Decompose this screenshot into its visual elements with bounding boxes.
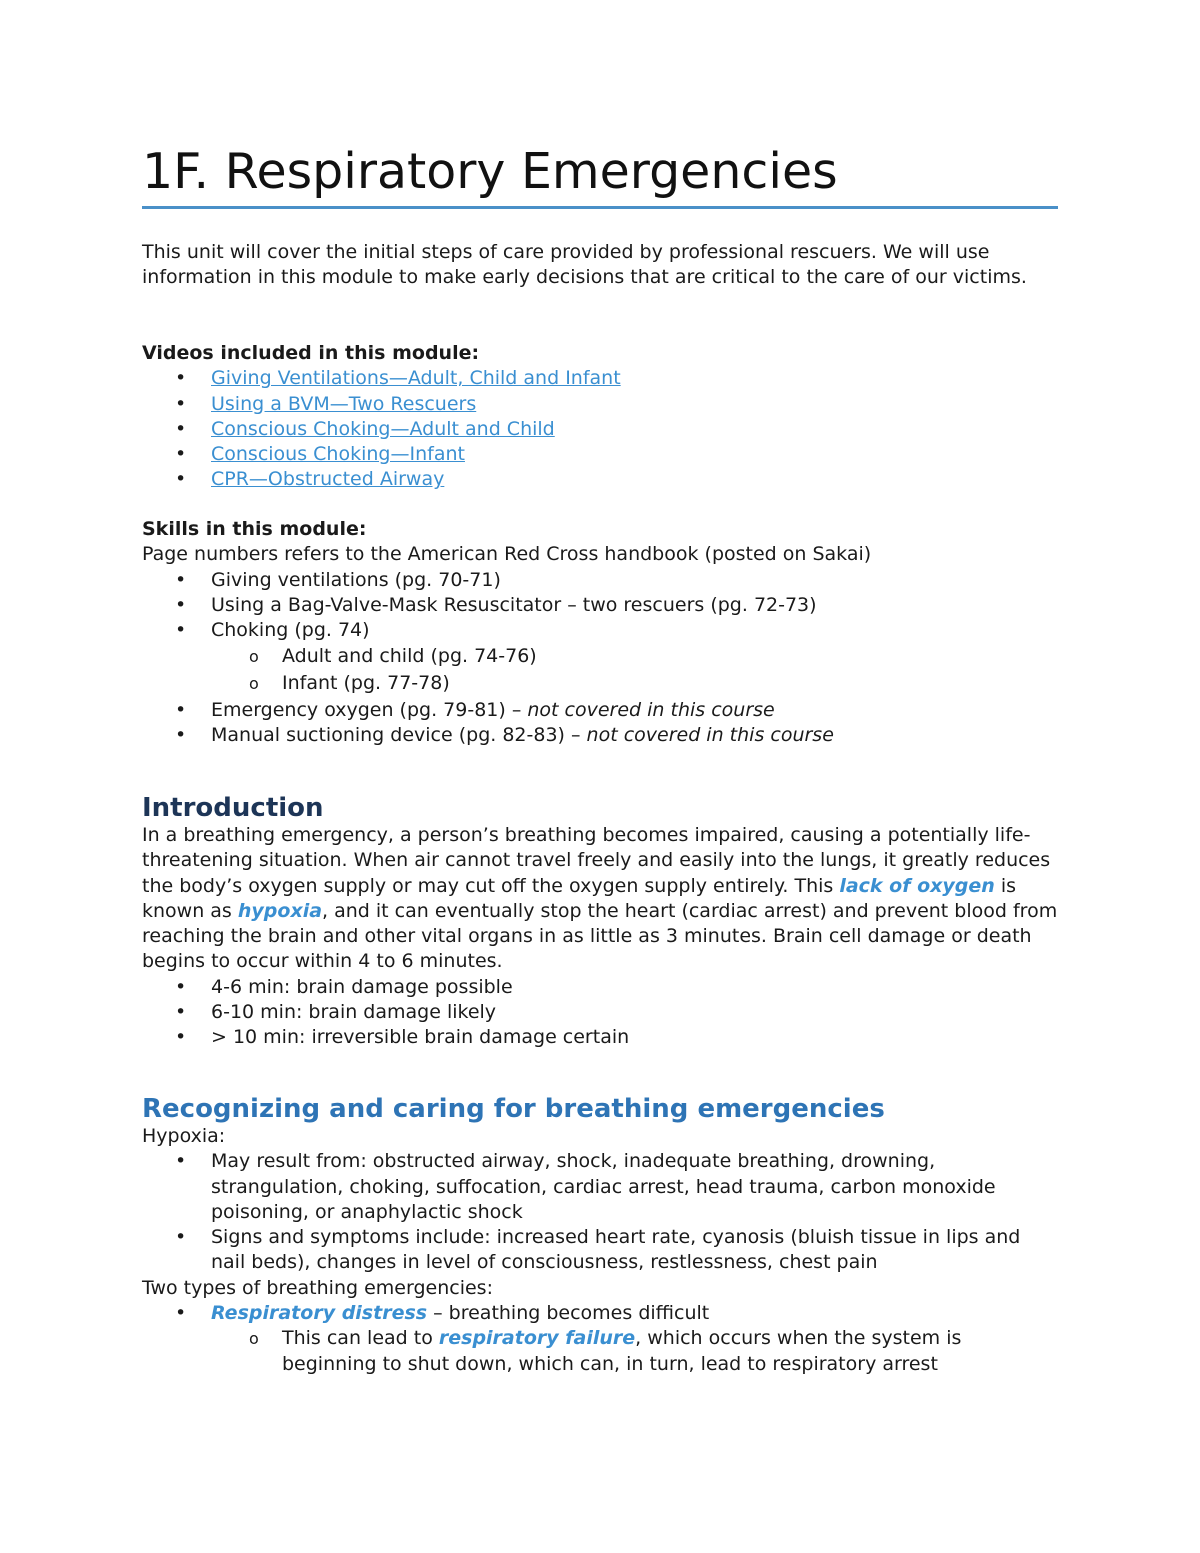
list-item xyxy=(142,568,1058,593)
list-item xyxy=(142,1149,1058,1225)
bullet-icon: • xyxy=(175,975,187,998)
sub-bullet-icon: o xyxy=(249,1329,259,1349)
bullet-icon: • xyxy=(175,1226,187,1249)
introduction-text: , and it can eventually stop the heart (cardiac arrest) and prevent blood from reaching the brain and other vital organs in as little as 3 minutes. Brain cell damage or death begins to occur within 4 to 6 minutes. xyxy=(142,899,1058,973)
skill-item: Using a Bag-Valve-Mask Resuscitator – two rescuers (pg. 72-73) xyxy=(211,593,817,616)
brain-damage-item: > 10 min: irreversible brain damage certain xyxy=(211,1026,630,1049)
bullet-icon: • xyxy=(175,699,187,722)
hypoxia-item: Signs and symptoms include: increased heart rate, cyanosis (bluish tissue in lips and nail beds), changes in level of consciousness, restlessness, chest pain xyxy=(211,1226,1021,1274)
subitem-text: This can lead to xyxy=(282,1327,439,1350)
introduction-text: is known as xyxy=(142,874,1017,922)
list-subitem xyxy=(142,671,1058,696)
list-item xyxy=(142,1225,1058,1276)
bullet-icon: • xyxy=(175,1001,187,1024)
sub-bullet-icon: o xyxy=(249,673,259,693)
bullet-icon: • xyxy=(175,468,187,491)
bullet-icon: • xyxy=(175,619,187,642)
recognizing-section xyxy=(142,1092,1058,1377)
bullet-icon: • xyxy=(175,1150,187,1173)
skill-subitem: Adult and child (pg. 74-76) xyxy=(282,645,537,668)
recognizing-heading: Recognizing and caring for breathing emergencies xyxy=(142,1094,885,1124)
brain-damage-list xyxy=(142,975,1058,1051)
video-link-conscious-choking-adult[interactable]: Conscious Choking—Adult and Child xyxy=(211,417,555,440)
video-link-cpr-obstructed-airway[interactable]: CPR—Obstructed Airway xyxy=(211,468,445,491)
term-lack-of-oxygen: lack of oxygen xyxy=(839,874,995,897)
bullet-icon: • xyxy=(175,568,187,591)
list-item xyxy=(142,366,1058,391)
list-item xyxy=(142,442,1058,467)
bullet-icon: • xyxy=(175,367,187,390)
introduction-heading: Introduction xyxy=(142,793,324,823)
list-item xyxy=(142,467,1058,492)
intro-section xyxy=(142,240,1058,291)
list-item xyxy=(142,1301,1058,1326)
bullet-icon: • xyxy=(175,1302,187,1325)
brain-damage-item: 6-10 min: brain damage likely xyxy=(211,1001,497,1024)
distress-text: – breathing becomes difficult xyxy=(427,1302,710,1325)
skill-item: Manual suctioning device (pg. 82-83) – xyxy=(211,724,587,747)
list-item xyxy=(142,593,1058,618)
not-covered-note: not covered in this course xyxy=(527,699,775,722)
video-link-conscious-choking-infant[interactable]: Conscious Choking—Infant xyxy=(211,443,465,466)
skill-item: Choking (pg. 74) xyxy=(211,619,370,642)
skills-note: Page numbers refers to the American Red Cross handbook (posted on Sakai) xyxy=(142,543,872,566)
list-subitem xyxy=(142,1326,1058,1377)
bullet-icon: • xyxy=(175,593,187,616)
types-label: Two types of breathing emergencies: xyxy=(142,1276,493,1299)
videos-list xyxy=(142,366,1058,492)
videos-heading: Videos included in this module: xyxy=(142,342,480,364)
list-item xyxy=(142,392,1058,417)
bullet-icon: • xyxy=(175,392,187,415)
not-covered-note: not covered in this course xyxy=(586,724,834,747)
intro-paragraph: This unit will cover the initial steps of care provided by professional rescuers. We will use information in this module to make early decisions that are critical to the care of our victims. xyxy=(142,241,1027,289)
skill-item: Emergency oxygen (pg. 79-81) – xyxy=(211,699,528,722)
bullet-icon: • xyxy=(175,417,187,440)
page-title: 1F. Respiratory Emergencies xyxy=(142,143,838,200)
sub-bullet-icon: o xyxy=(249,647,259,667)
skills-section xyxy=(142,517,1058,749)
skills-list xyxy=(142,568,1058,749)
term-hypoxia: hypoxia xyxy=(237,899,323,922)
list-item xyxy=(142,1000,1058,1025)
introduction-paragraph xyxy=(142,823,1058,975)
list-item xyxy=(142,723,1058,748)
videos-section xyxy=(142,341,1058,493)
list-subitem xyxy=(142,644,1058,669)
introduction-section xyxy=(142,791,1058,1051)
hypoxia-label: Hypoxia: xyxy=(142,1125,226,1147)
bullet-icon: • xyxy=(175,724,187,747)
video-link-using-bvm[interactable]: Using a BVM—Two Rescuers xyxy=(211,392,477,415)
list-item xyxy=(142,618,1058,643)
list-item xyxy=(142,417,1058,442)
skills-heading: Skills in this module: xyxy=(142,518,367,540)
skill-item: Giving ventilations (pg. 70-71) xyxy=(211,568,501,591)
list-item xyxy=(142,698,1058,723)
subitem-text: , which occurs when the system is beginning to shut down, which can, in turn, lead to respiratory arrest xyxy=(282,1327,962,1375)
brain-damage-item: 4-6 min: brain damage possible xyxy=(211,975,513,998)
hypoxia-list xyxy=(142,1149,1058,1275)
video-link-giving-ventilations[interactable]: Giving Ventilations—Adult, Child and Infant xyxy=(211,367,621,390)
hypoxia-item: May result from: obstructed airway, shock, inadequate breathing, drowning, strangulation, choking, suffocation, cardiac arrest, head trauma, carbon monoxide poisoning, or anaphylactic shock xyxy=(211,1150,996,1223)
skill-subitem: Infant (pg. 77-78) xyxy=(282,671,450,694)
bullet-icon: • xyxy=(175,1026,187,1049)
list-item xyxy=(142,1025,1058,1050)
term-respiratory-distress: Respiratory distress xyxy=(211,1302,428,1325)
title-underline xyxy=(142,206,1058,209)
bullet-icon: • xyxy=(175,443,187,466)
list-item xyxy=(142,975,1058,1000)
types-list xyxy=(142,1301,1058,1377)
introduction-text: In a breathing emergency, a person’s breathing becomes impaired, causing a potentially life-threatening situation. When air cannot travel freely and easily into the lungs, it greatly reduces the body’s oxygen supply or may cut off the oxygen supply entirely. This xyxy=(142,824,1051,897)
term-respiratory-failure: respiratory failure xyxy=(438,1327,636,1350)
